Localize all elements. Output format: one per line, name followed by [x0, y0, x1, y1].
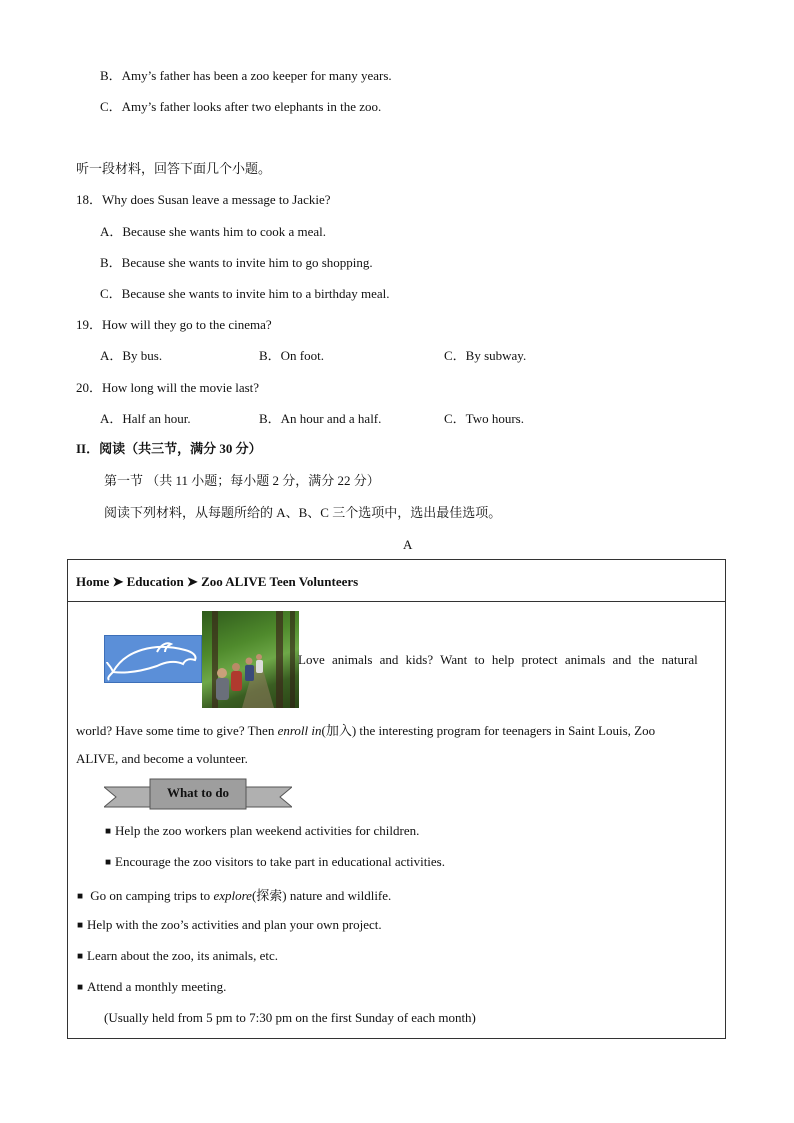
q18-option-c: C．Because she wants to invite him to a birthday meal. [100, 286, 390, 301]
explore-term: explore [213, 888, 252, 903]
q20-option-c: C．Two hours. [444, 411, 524, 426]
q18-option-a: A．Because she wants him to cook a meal. [100, 224, 326, 239]
question-19: 19．How will they go to the cinema? [76, 317, 272, 332]
list-item-text: Go on camping trips to [90, 888, 214, 903]
meeting-note: (Usually held from 5 pm to 7:30 pm on the first Sunday of each month) [104, 1010, 476, 1025]
q19-option-c: C．By subway. [444, 348, 527, 363]
reading-instruction: 阅读下列材料，从每题所给的 A、B、C 三个选项中，选出最佳选项。 [104, 505, 502, 520]
what-to-do-ribbon [104, 777, 292, 815]
list-item: ■ Encourage the zoo visitors to take part in educational activities. [105, 854, 445, 870]
intro-line-2-end: (加入) the interesting program for teenagers in Saint Louis, Zoo [321, 723, 656, 738]
list-item: ■ Help the zoo workers plan weekend activities for children. [105, 823, 419, 839]
q19-option-b: B．On foot. [259, 348, 325, 363]
enroll-in-term: enroll in [277, 723, 322, 738]
section-title: II．阅读（共三节，满分 30 分） [76, 441, 262, 456]
volunteers-hiking-photo [202, 611, 299, 708]
part-1-heading: 第一节 （共 11 小题；每小题 2 分，满分 22 分） [104, 473, 380, 488]
question-18: 18．Why does Susan leave a message to Jackie? [76, 192, 331, 207]
question-20: 20．How long will the movie last? [76, 380, 260, 395]
q20-option-a: A．Half an hour. [100, 411, 191, 426]
q19-option-a: A．By bus. [100, 348, 163, 363]
list-item-text-end: (探索) nature and wildlife. [251, 888, 392, 903]
listening-intro: 听一段材料，回答下面几个小题。 [76, 161, 272, 176]
list-item: ■ Learn about the zoo, its animals, etc. [77, 948, 278, 964]
list-item [77, 885, 391, 904]
list-item: ■ Help with the zoo’s activities and plan your own project. [77, 917, 382, 933]
passage-header [68, 560, 725, 602]
q18-option-b: B．Because she wants to invite him to go shopping. [100, 255, 373, 270]
intro-line-3: ALIVE, and become a volunteer. [76, 751, 248, 766]
intro-line-1: Love animals and kids? Want to help protect animals and the natural [298, 652, 698, 667]
dolphin-logo-image [104, 635, 202, 683]
list-item: ■ Attend a monthly meeting. [77, 979, 226, 995]
q20-option-b: B．An hour and a half. [259, 411, 382, 426]
option-b-q17: B．Amy’s father has been a zoo keeper for many years. [100, 68, 392, 83]
breadcrumb: Home ➤ Education ➤ Zoo ALIVE Teen Volunteers [76, 574, 359, 589]
option-c-q17: C．Amy’s father looks after two elephants in the zoo. [100, 99, 382, 114]
intro-line-2-start: world? Have some time to give? Then [76, 723, 278, 738]
passage-box [67, 559, 726, 1039]
ribbon-label: What to do [166, 785, 230, 800]
passage-label: A [403, 537, 413, 552]
intro-line-2 [76, 720, 655, 739]
